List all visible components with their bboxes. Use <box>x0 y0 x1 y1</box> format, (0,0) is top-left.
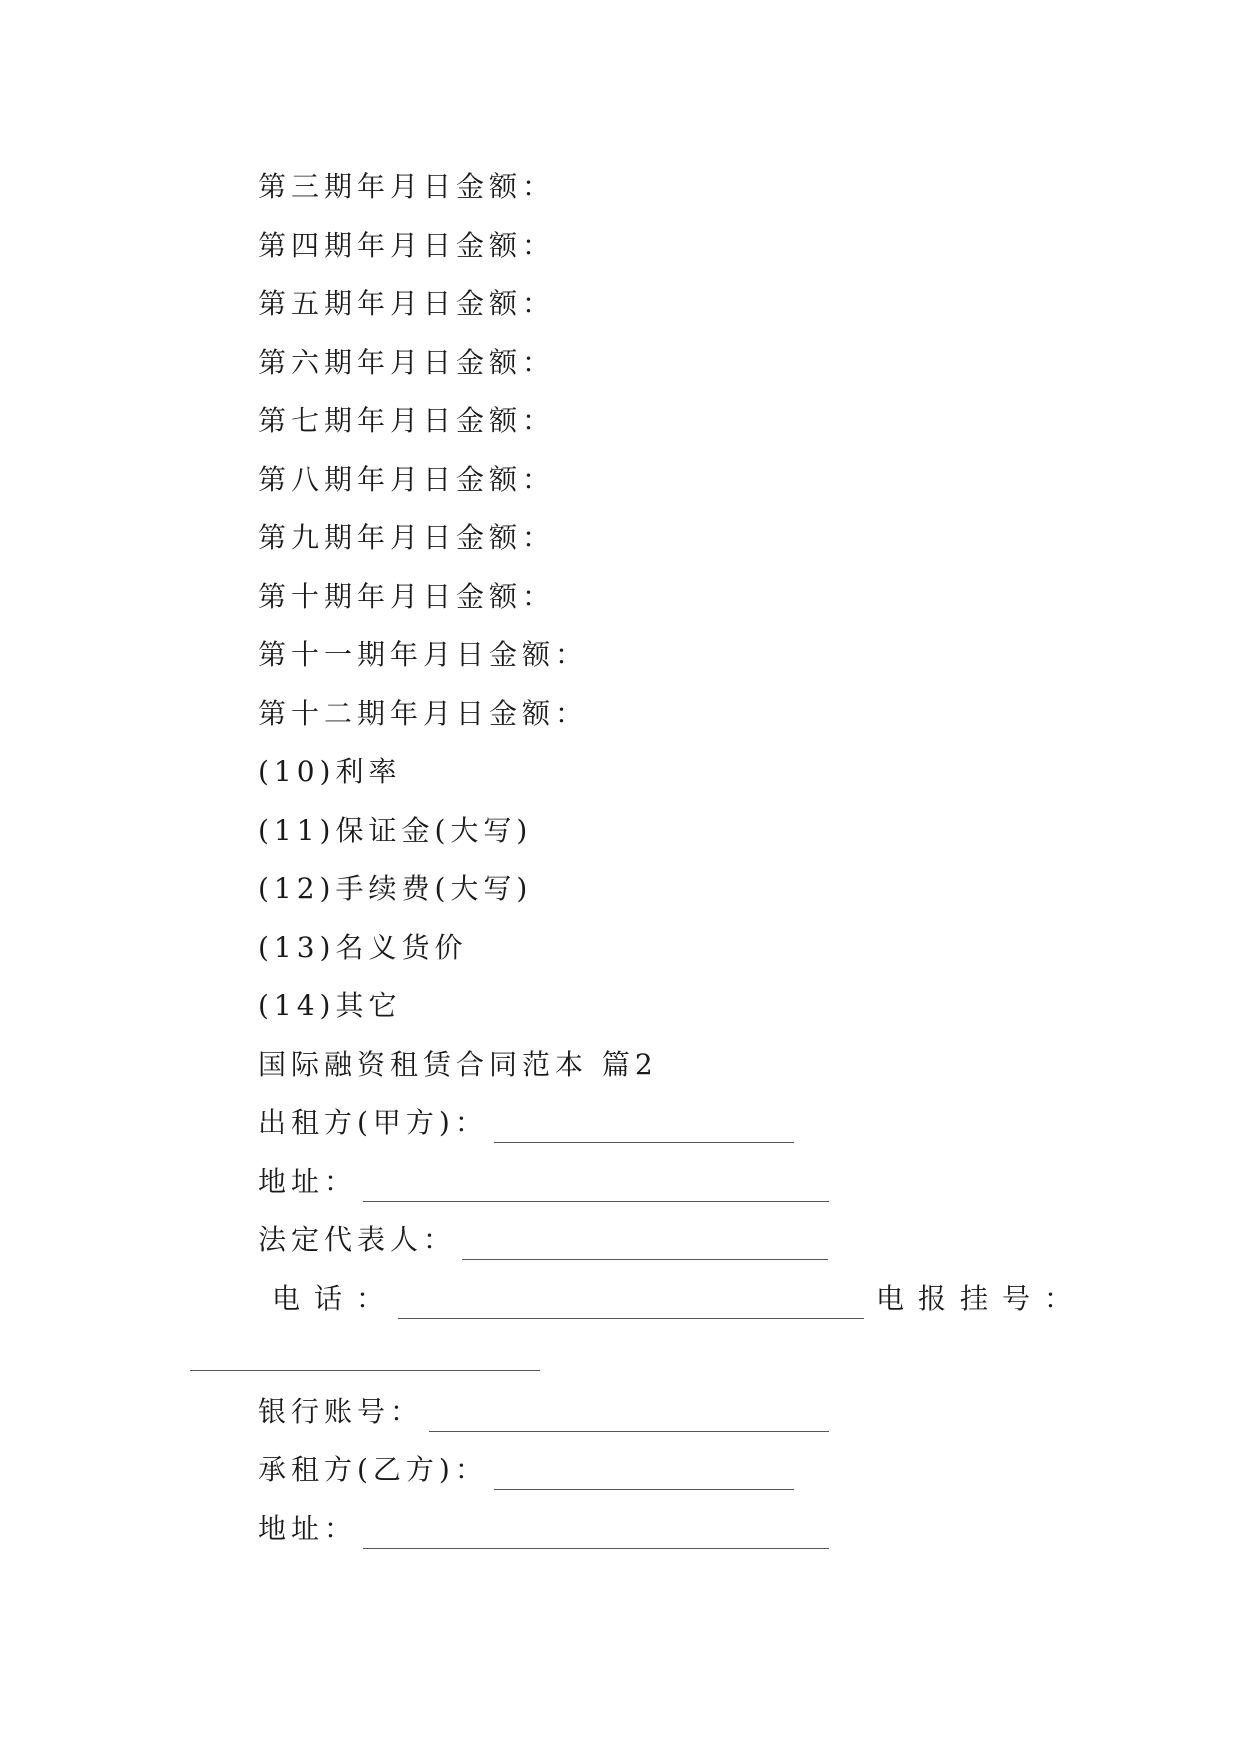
lessor-address-label: 地址： <box>258 1165 358 1198</box>
lessee-label: 承租方(乙方)： <box>258 1453 488 1486</box>
lessor-telegraph-blank[interactable] <box>190 1370 540 1371</box>
lessor-phone-label: 电话： <box>272 1282 399 1315</box>
installment-line: 第十期年月日金额： <box>258 580 556 613</box>
lessor-bank-line <box>258 1392 829 1432</box>
installment-line: 第八期年月日金额： <box>258 463 556 496</box>
lessee-name-blank[interactable] <box>494 1461 794 1490</box>
installment-line: 第六期年月日金额： <box>258 346 556 379</box>
lessor-bank-blank[interactable] <box>429 1403 829 1432</box>
installment-line: 第十一期年月日金额： <box>258 638 589 671</box>
lessor-rep-line <box>258 1220 828 1260</box>
lessor-rep-blank[interactable] <box>462 1231 828 1260</box>
lessor-line <box>258 1103 794 1143</box>
term-line-handling-fee: (12)手续费(大写) <box>258 872 533 905</box>
lessor-bank-label: 银行账号： <box>258 1395 424 1428</box>
lessor-address-blank[interactable] <box>363 1173 829 1202</box>
installment-line: 第九期年月日金额： <box>258 521 556 554</box>
installment-line: 第五期年月日金额： <box>258 287 556 320</box>
installment-line: 第三期年月日金额： <box>258 170 556 203</box>
lessee-address-blank[interactable] <box>363 1520 829 1549</box>
lessor-label: 出租方(甲方)： <box>258 1106 488 1139</box>
installment-line: 第四期年月日金额： <box>258 229 556 262</box>
term-line-deposit: (11)保证金(大写) <box>258 814 533 847</box>
lessee-line <box>258 1450 794 1490</box>
lessor-address-line <box>258 1162 829 1202</box>
term-line-nominal-price: (13)名义货价 <box>258 931 468 964</box>
lessee-address-line <box>258 1509 829 1549</box>
term-line-interest-rate: (10)利率 <box>258 755 402 788</box>
lessor-rep-label: 法定代表人： <box>258 1223 457 1256</box>
lessor-phone-line <box>272 1279 1086 1319</box>
installment-line: 第十二期年月日金额： <box>258 697 589 730</box>
section-title: 国际融资租赁合同范本 篇2 <box>258 1048 658 1081</box>
lessor-telegraph-label: 电报挂号： <box>876 1282 1087 1315</box>
lessor-phone-blank[interactable] <box>398 1290 864 1319</box>
installment-line: 第七期年月日金额： <box>258 404 556 437</box>
lessee-address-label: 地址： <box>258 1512 358 1545</box>
lessor-name-blank[interactable] <box>494 1114 794 1143</box>
term-line-other: (14)其它 <box>258 989 402 1022</box>
